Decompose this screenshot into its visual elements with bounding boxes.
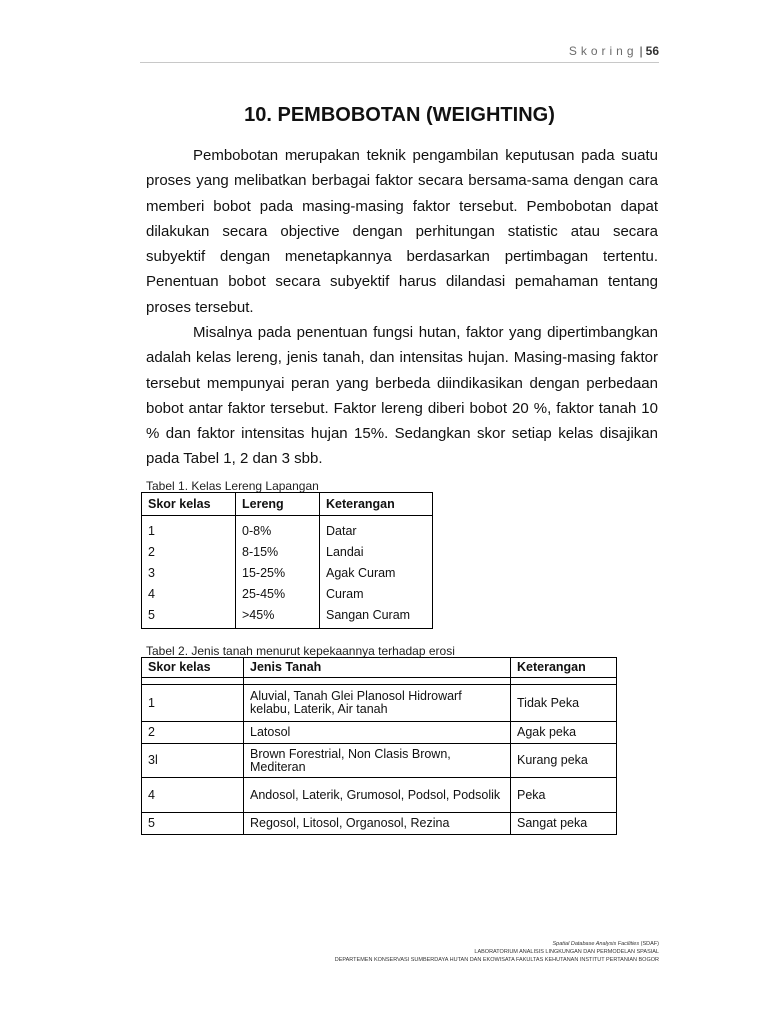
column-header: Lereng — [236, 493, 320, 516]
header-separator: | — [639, 44, 643, 58]
table-cell: Datar — [320, 516, 433, 542]
column-header: Keterangan — [320, 493, 433, 516]
column-header: Skor kelas — [142, 493, 236, 516]
header-rule — [140, 62, 659, 63]
footer-line-3: DEPARTEMEN KONSERVASI SUMBERDAYA HUTAN DAN EKOWISATA FAKULTAS KEHUTANAN INSTITUT PERTANIAN BOGOR — [334, 957, 659, 963]
table-row — [142, 562, 433, 583]
column-header: Keterangan — [511, 658, 617, 678]
chapter-title: 10. PEMBOBOTAN (WEIGHTING) — [244, 104, 555, 126]
table-cell: 0-8% — [236, 516, 320, 542]
table-cell: Sangat peka — [511, 813, 617, 835]
table-cell: 5 — [142, 604, 236, 629]
section-name: Skoring — [568, 44, 638, 58]
table-cell: 3 — [142, 562, 236, 583]
table-cell: 1 — [142, 516, 236, 542]
table-row — [142, 604, 433, 629]
table-1-slope-classes — [141, 492, 433, 629]
table-cell: Tidak Peka — [511, 685, 617, 722]
table-cell: Curam — [320, 583, 433, 604]
table-row — [142, 685, 617, 722]
table-header-row — [142, 658, 617, 678]
table-row — [142, 722, 617, 744]
column-header: Skor kelas — [142, 658, 244, 678]
table-cell: 4 — [142, 778, 244, 813]
table-cell: 3l — [142, 744, 244, 778]
table-cell: Brown Forestrial, Non Clasis Brown, Mediteran — [244, 744, 511, 778]
table-row — [142, 583, 433, 604]
table-cell: Peka — [511, 778, 617, 813]
table-cell: 15-25% — [236, 562, 320, 583]
footer-facility-name: Spatial Database Analysis Facilities — [552, 941, 640, 947]
table-cell: >45% — [236, 604, 320, 629]
table-row — [142, 744, 617, 778]
table-row — [142, 813, 617, 835]
table-cell: Aluvial, Tanah Glei Planosol Hidrowarf kelabu, Laterik, Air tanah — [244, 685, 511, 722]
table-1-caption: Tabel 1. Kelas Lereng Lapangan — [146, 479, 319, 493]
table-cell: 2 — [142, 541, 236, 562]
table-2-soil-types — [141, 657, 617, 835]
table-header-row — [142, 493, 433, 516]
table-cell: 1 — [142, 685, 244, 722]
table-cell: Andosol, Laterik, Grumosol, Podsol, Podsolik — [244, 778, 511, 813]
table-cell: Landai — [320, 541, 433, 562]
page-number: 56 — [645, 44, 659, 58]
footer-line-2: LABORATORIUM ANALISIS LINGKUNGAN DAN PERMODELAN SPASIAL — [474, 949, 659, 955]
column-header: Jenis Tanah — [244, 658, 511, 678]
table-cell: Agak Curam — [320, 562, 433, 583]
table-cell: Kurang peka — [511, 744, 617, 778]
footer-line-1 — [140, 940, 659, 948]
table-row — [142, 778, 617, 813]
footer-facility-abbr: (SDAF) — [640, 941, 659, 947]
table-cell: 5 — [142, 813, 244, 835]
page-footer — [140, 940, 659, 964]
table-cell: 25-45% — [236, 583, 320, 604]
header-spacer-row — [142, 678, 617, 685]
running-header — [140, 44, 659, 58]
table-cell: Latosol — [244, 722, 511, 744]
table-cell: Regosol, Litosol, Organosol, Rezina — [244, 813, 511, 835]
table-cell: 4 — [142, 583, 236, 604]
table-cell: Agak peka — [511, 722, 617, 744]
table-cell: Sangan Curam — [320, 604, 433, 629]
table-2-caption: Tabel 2. Jenis tanah menurut kepekaannya terhadap erosi — [146, 644, 455, 658]
paragraph-2: Misalnya pada penentuan fungsi hutan, faktor yang dipertimbangkan adalah kelas lereng, jenis tanah, dan intensitas hujan. Masing-masing faktor tersebut mempunyai peran yang berbeda diindikasikan dengan perbedaan bobot antar faktor tersebut. Faktor lereng diberi bobot 20 %, faktor tanah 10 % dan faktor intensitas hujan 15%. Sedangkan skor setiap kelas disajikan pada Tabel 1, 2 dan 3 sbb. — [146, 324, 658, 468]
table-row — [142, 516, 433, 542]
table-cell: 8-15% — [236, 541, 320, 562]
table-cell: 2 — [142, 722, 244, 744]
table-row — [142, 541, 433, 562]
paragraph-1: Pembobotan merupakan teknik pengambilan keputusan pada suatu proses yang melibatkan berbagai faktor secara bersama-sama dengan cara memberi bobot pada masing-masing faktor tersebut. Pembobotan dapat dilakukan secara objective dengan perhitungan statistic atau secara subyektif dengan menetapkannya berdasarkan pertimbagan tertentu. Penentuan bobot secara subyektif harus dilandasi pemahaman tentang proses tersebut. — [146, 147, 658, 316]
